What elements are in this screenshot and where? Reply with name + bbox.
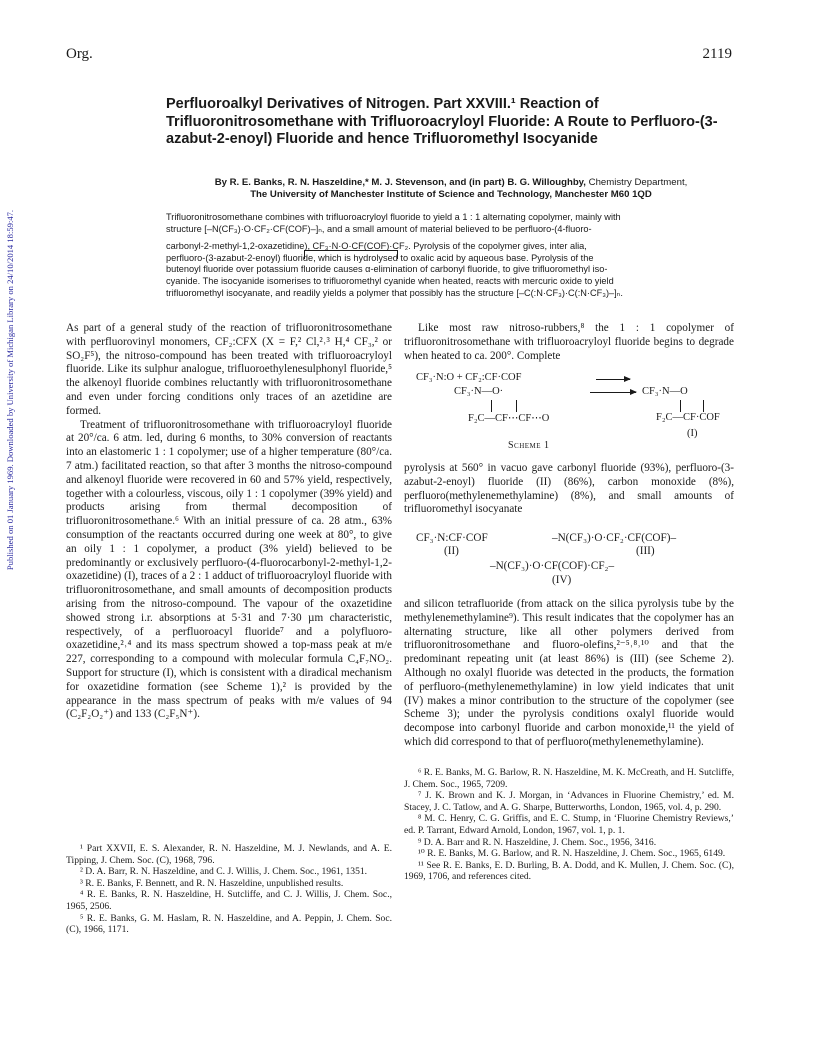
abstract-line: cyanide. The isocyanide isomerises to trifluoromethyl cyanide when heated, reacts with mercuric oxide to yield [166, 275, 614, 286]
formula-IV-label: (IV) [552, 574, 572, 586]
formula-III: –N(CF₃)·O·CF₂·CF(COF)– [552, 532, 677, 544]
abstract-line: butenoyl fluoride over potassium fluoride causes α-elimination of carbonyl fluoride, to give trifluoromethyl iso- [166, 264, 608, 275]
footnote: ¹⁰ R. E. Banks, M. G. Barlow, and R. N. Haszeldine, J. Chem. Soc., 1965, 6149. [418, 848, 726, 860]
paragraph: As part of a general study of the reaction of trifluoronitrosomethane with perfluorovinyl monomers, CF₂:CFX (X = F,² Cl,²˒³ H,⁴ CF₃,² or SO₂F⁵), the nitroso-compound has been treated with trifluoroacryloyl fluoride. Like its sulphur analogue, trifluoroethylenesulphonyl fluoride,⁵ the alkenoyl fluoride combines reluctantly with trifluoronitrosomethane and even under forcing conditions only traces of an azetidine are formed. [66, 322, 392, 417]
right-column-top [404, 322, 734, 363]
footnote: ⁴ R. E. Banks, R. N. Haszeldine, H. Sutcliffe, and C. J. Willis, J. Chem. Soc., 1965, 2506. [66, 889, 392, 912]
ring-bond-right [397, 250, 398, 259]
paragraph: pyrolysis at 560° in vacuo gave carbonyl fluoride (93%), perfluoro-(3-azabut-2-enoyl) fluoride (II) (86%), carbon monoxide (8%), perfluoro(methylenemethylamine) (8%), and small amounts of trifluoromethyl isocyanate [404, 462, 734, 516]
formula-II-label: (II) [444, 545, 459, 557]
footnote: ¹¹ See R. E. Banks, E. D. Burling, B. A. Dodd, and K. Mullen, J. Chem. Soc. (C), 1969, 1706, and references cited. [404, 859, 734, 883]
ring-bond-top [304, 250, 397, 251]
scheme-1 [404, 372, 734, 454]
formulae-block [404, 532, 734, 594]
ring-bond [703, 400, 704, 412]
abstract-line: Trifluoronitrosomethane combines with trifluoroacryloyl fluoride to yield a 1 : 1 alternating copolymer, mainly with [166, 212, 621, 222]
affiliation-dept: Chemistry Department, [588, 177, 688, 188]
ring-bond-left [304, 250, 305, 259]
compound-label: (I) [687, 428, 698, 439]
scheme-caption: Scheme 1 [508, 440, 550, 451]
scheme-reactants: CF₃·N:O + CF₂:CF·COF [416, 372, 522, 383]
formula-IV: –N(CF₃)·O·CF(COF)·CF₂– [490, 560, 615, 572]
page-number: 2119 [702, 46, 732, 62]
abstract-line: structure [–N(CF₃)·O·CF₂·CF(COF)–]ₙ, and a small amount of material believed to be perfluoro-(4-fluoro- [166, 223, 592, 234]
reaction-arrow [596, 379, 630, 380]
bond-o [516, 400, 517, 412]
scheme-product-bottom: F₂C—CF·COF [656, 412, 720, 423]
download-notice [0, 130, 22, 650]
download-notice-text: Published on 01 January 1969. Downloaded by University of Michigan Library on 24/10/2014 18:59:47. [5, 209, 15, 571]
scheme-diradical-top: CF₃·N—O· [454, 386, 504, 397]
paragraph: Like most raw nitroso-rubbers,⁸ the 1 : 1 copolymer of trifluoronitrosomethane with trifluoroacryloyl fluoride begins to degrade when heated to ca. 200°. Complete [404, 322, 734, 362]
abstract-line: perfluoro-(3-azabut-2-enoyl) fluoride, which is hydrolysed to oxalic acid by aqueous base. Pyrolysis of the [166, 252, 594, 263]
paragraph: and silicon tetrafluoride (from attack on the silica pyrolysis tube by the methylenemethylamine⁹). This result indicates that the copolymer has an alternating structure, like all other polymers derived from trifluoronitrosomethane and fluoro-olefins,²⁻⁵˒⁸˒¹⁰ and that the predominant repeating unit (at least 86%) is (III) (see Scheme 2). Although no oxalyl fluoride was detected in the products, the formation of perfluoro-(methylenemethylamine) in low yield indicates that unit (IV) makes a minor contribution to the structure of the copolymer (see Scheme 3); under the pyrolysis conditions oxalyl fluoride would decompose into carbonyl fluoride and carbon monoxide,¹¹ the yield of which did correspond to that of perfluoro(methylenemethylamine). [404, 598, 734, 748]
right-column-mid [404, 462, 734, 517]
formula-II: CF₃·N:CF·COF [416, 532, 488, 544]
byline [166, 177, 736, 201]
footnotes-right [404, 767, 734, 883]
scheme-product-top: CF₃·N—O [642, 386, 688, 397]
authors: By R. E. Banks, R. N. Haszeldine,* M. J. Stevenson, and (in part) B. G. Willoughby, [214, 177, 586, 188]
reaction-arrow [590, 392, 636, 393]
formula-III-label: (III) [636, 545, 655, 557]
footnote: ² D. A. Barr, R. N. Haszeldine, and C. J. Willis, J. Chem. Soc., 1961, 1351. [80, 866, 368, 878]
scheme-diradical-bottom: F₂C—CF⋯CF⋯O [468, 413, 550, 424]
abstract-line: carbonyl-2-methyl-1,2-oxazetidine), CF₃·N·O·CF(COF)·CF₂. Pyrolysis of the copolymer gives, inter alia, [166, 241, 587, 252]
abstract [166, 212, 736, 299]
footnote: ⁶ R. E. Banks, M. G. Barlow, R. N. Haszeldine, M. K. McCreath, and H. Sutcliffe, J. Chem. Soc., 1965, 7209. [404, 767, 734, 790]
footnote: ⁷ J. K. Brown and K. J. Morgan, in ‘Advances in Fluorine Chemistry,’ ed. M. Stacey, J. C. Tatlow, and A. G. Sharpe, Butterworths, London, 1965, vol. 4, p. 290. [404, 790, 734, 813]
footnotes-left [66, 843, 392, 936]
ring-bond [680, 400, 681, 412]
left-column [66, 322, 392, 722]
bond-n-c [491, 400, 492, 412]
footnote: ³ R. E. Banks, F. Bennett, and R. N. Haszeldine, unpublished results. [80, 877, 344, 889]
right-column-bottom [404, 598, 734, 750]
journal-name: Org. [66, 46, 93, 62]
affiliation-institution: The University of Manchester Institute of Science and Technology, Manchester M60 1QD [250, 189, 652, 200]
paragraph: Treatment of trifluoronitrosomethane with trifluoroacryloyl fluoride at 20°/ca. 6 atm. led, during 6 months, to 30% conversion of reactants into an elastomeric 1 : 1 copolymer; use of a higher temperature (80°/ca. 7 atm.) facilitated reaction, so that after 3 months the nitroso-compound and alkenoyl fluoride were recovered in 60 and 57% yield, respectively, together with a colourless, viscous, oily 1 : 1 copolymer (39% yield) and products arising from thermal decomposition of trifluoronitrosomethane.⁶ With an initial pressure of ca. 28 atm., 63% consumption of the reactants occurred during one week at 80°, to give an oily 1 : 1 copolymer, a product (3% yield) believed to be predominantly or exclusively perfluoro-(4-fluorocarbonyl-2-methyl-1,2-oxazetidine) (I), traces of a 2 : 1 adduct of trifluoroacryloyl fluoride with trifluoronitrosomethane, and small amounts of decomposition products arising from the nitroso-compound. The vapour of the oxazetidine showed strong i.r. absorptions at 5·31 and 7·30 µm characteristic, respectively, of a perfluoroacyl fluoride⁷ and a polyfluoro-oxazetidine,²˒⁴ and its mass spectrum showed a top-mass peak at m/e 227, corresponding to a compound with molecular formula C₄F₇NO₂. Support for structure (I), which is consistent with a diradical mechanism for oxazetidine formation (see Scheme 1),² is provided by the appearance in the mass spectrum of peaks with m/e values of 94 (C₂F₂O₂⁺) and 133 (C₂F₅N⁺). [66, 418, 392, 721]
abstract-line: trifluoromethyl isocyanate, and readily yields a polymer that possibly has the structure [–C(:N·CF₃)·C(:N·CF₃)–]ₙ. [166, 287, 623, 298]
footnote: ⁹ D. A. Barr and R. N. Haszeldine, J. Chem. Soc., 1956, 3416. [418, 836, 657, 848]
footnote: ⁵ R. E. Banks, G. M. Haslam, R. N. Haszeldine, and A. Peppin, J. Chem. Soc. (C), 1966, 1171. [66, 912, 392, 936]
article-title: Perfluoroalkyl Derivatives of Nitrogen. Part XXVIII.¹ Reaction of Trifluoronitrosomethane with Trifluoroacryloyl Fluoride: A Route to Perfluoro-(3-azabut-2-enoyl) Fluoride and hence Trifluoromethyl Isocyanide [166, 96, 718, 147]
footnote: ¹ Part XXVII, E. S. Alexander, R. N. Haszeldine, M. J. Newlands, and A. E. Tipping, J. Chem. Soc. (C), 1968, 796. [66, 843, 392, 866]
footnote: ⁸ M. C. Henry, C. G. Griffis, and E. C. Stump, in ‘Fluorine Chemistry Reviews,’ ed. P. Tarrant, Edward Arnold, London, 1967, vol. 1, p. 1. [404, 813, 734, 836]
